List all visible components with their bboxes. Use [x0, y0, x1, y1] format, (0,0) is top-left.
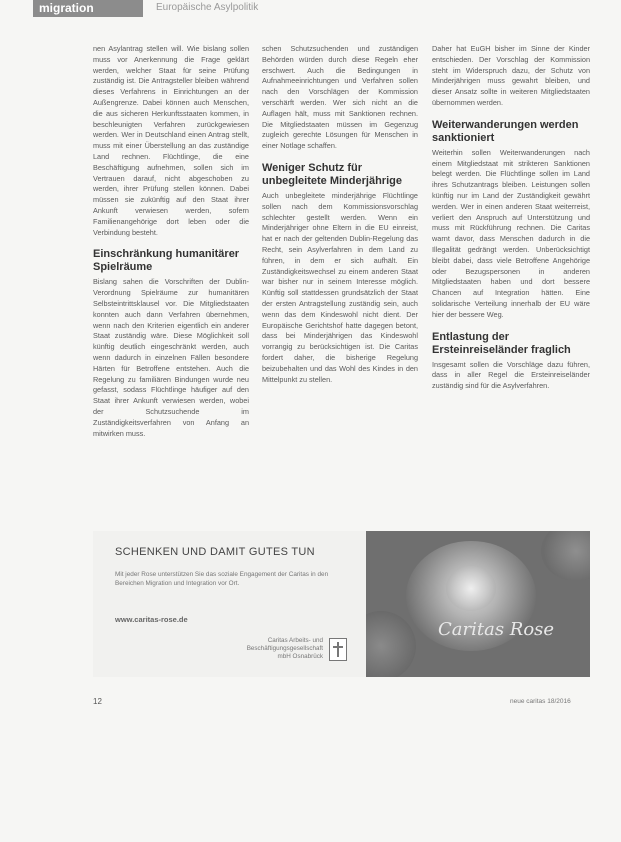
column1-paragraph1: nen Asylantrag stellen will. Wie bislang sollen muss vor Anerkennung die Frage geklärt werden, welcher Staat für seine Prüfung zuständig ist. Die Antragsteller bleiben während dieses Verfahrens in Einrichtungen an der Außengrenze. Dabei können auch Menschen, die aus sicheren Herkunftsstaaten kommen, in beschleunigten Verfahren zurückgewiesen werden. Wer in Deutschland einen Antrag stellt, muss mit einer Überstellung an das zuständige Land rechnen. Flüchtlinge, die eine Beschäftigung aufnehmen, sollen sich im Vertrauen darauf, nicht abgeschoben zu werden, ihrer Prüfung stellen können. Dabei müssen sie zukünftig auf den Staat ihrer Ankunft verwiesen werden, sofern Familienangehörige dort leben oder die Verbindung besteht. [93, 44, 249, 237]
column1-paragraph2: Bislang sahen die Vorschriften der Dublin-Verordnung Spielräume zur humanitären Selbsteintrittsklausel vor. Die Mitgliedstaaten konnten auch dann Verfahren übernehmen, wenn nach den Kriterien eigentlich ein anderer Staat zuständig wäre. Diese Möglichkeit soll künftig deutlich eingeschränkt werden, auch wenn dadurch in einzelnen Fällen besondere Härten für Betroffene entstehen. Auch die Regelung zu familiären Bindungen wurde neu gefasst, sodass Flüchtlinge häufiger auf den Staat ihrer Ankunft verwiesen werden, wobei der Schutzsuchende im Zuständigkeitsverfahren von Anfang an mitwirken muss. [93, 277, 249, 438]
text-column-3 [432, 44, 590, 396]
column2-paragraph1: schen Schutzsuchenden und zuständigen Behörden würden durch diese Regeln eher erschwert. Auch die Bedingungen in Aufnahmeeinrichtungen und Verfahren sollen nach den Vorschlägen der Kommission verschärft werden. Wer sich nicht an die Auflagen hält, muss mit Sanktionen rechnen. Die Mitgliedstaaten müssen im Gegenzug zugleich gerechte Lösungen für Menschen in einer Notlage schaffen. [262, 44, 418, 151]
publication-info: neue caritas 18/2016 [510, 698, 571, 705]
column3-paragraph2: Weiterhin sollen Weiterwanderungen nach einem Mitgliedstaat mit strikteren Sanktionen belegt werden. Die Flüchtlinge sollen im Land ihres Schutzantrags bleiben. Leistungen sollen künftig nur im Land der Zuständigkeit gewährt werden. Wer in einen anderen Staat weiterreist, verliert den Anspruch auf Unterstützung und muss mit Rückführung rechnen. Die Caritas warnt davor, dass Menschen dadurch in die Illegalität gedrängt werden. Unberücksichtigt bleibt dabei, dass viele Betroffene Angehörige oder Bezugspersonen in anderen Mitgliedstaaten haben und dort bessere Chancen auf Integration hätten. Eine solidarische Verteilung innerhalb der EU wäre hier der bessere Weg. [432, 147, 590, 319]
column3-heading1: Weiterwanderungen werden sanktioniert [432, 118, 579, 144]
column1-heading: Einschränkung humanitärer Spielräume [93, 248, 240, 274]
page-number: 12 [93, 697, 102, 706]
text-column-1 [93, 44, 249, 443]
ad-sponsor-text: Caritas Arbeits- und Beschäftigungsgesellschaft mbH Osnabrück [246, 637, 323, 660]
ad-title: SCHENKEN UND DAMIT GUTES TUN [115, 546, 315, 558]
text-column-2 [262, 44, 418, 389]
rose-center-shape [446, 566, 496, 611]
caritas-cross-logo-icon [329, 638, 347, 661]
section-tab: migration [33, 0, 143, 17]
section-subtitle: Europäische Asylpolitik [156, 2, 259, 13]
column3-heading2: Entlastung der Ersteinreiseländer fraglich [432, 330, 571, 356]
caritas-rose-advertisement [93, 531, 590, 677]
rose-photo [366, 531, 590, 677]
rose-photo-caption: Caritas Rose [438, 619, 555, 640]
column3-paragraph3: Insgesamt sollen die Vorschläge dazu führen, dass in aller Regel die Ersteinreiseländer zuständig sind für die Asylverfahren. [432, 359, 590, 391]
column2-paragraph2: Auch unbegleitete minderjährige Flüchtlinge sollen nach dem Kommissionsvorschlag schlechter gestellt werden. Wenn ein Minderjähriger ohne Eltern in die EU einreist, hat er nach der geltenden Dublin-Regelung das Recht, sein Asylverfahren in dem Land zu führen, in dem er sich aufhält. Ein Zuständigkeitswechsel zu einem anderen Staat war bisher nur in seinem Interesse möglich. Künftig soll stattdessen grundsätzlich der Staat der ersten Antragstellung zuständig sein, auch wenn das dem Kindeswohl nicht dient. Der Europäische Gerichtshof hatte dagegen betont, dass bei Minderjährigen das Kindeswohl vorrangig zu berücksichtigen ist. Die Caritas fordert daher, die bisherige Regelung beizubehalten und das Wohl des Kindes in den Mittelpunkt zu stellen. [262, 190, 418, 384]
ad-body: Mit jeder Rose unterstützen Sie das soziale Engagement der Caritas in den Bereichen Migration und Integration vor Ort. [115, 571, 329, 587]
background-rose-shape [541, 531, 590, 581]
ad-url-link[interactable]: www.caritas-rose.de [115, 615, 188, 624]
column2-heading: Weniger Schutz für unbegleitete Minderjährige [262, 161, 402, 187]
column3-paragraph1: Daher hat EuGH bisher im Sinne der Kinder entschieden. Der Vorschlag der Kommission steht im Widerspruch dazu, der Schutz von Minderjährigen muss gewahrt bleiben, und dieser Ansatz sollte in weiteren Mitgliedstaaten übernommen werden. [432, 44, 590, 107]
ad-text-panel [93, 531, 366, 677]
background-rose-shape [366, 611, 416, 677]
